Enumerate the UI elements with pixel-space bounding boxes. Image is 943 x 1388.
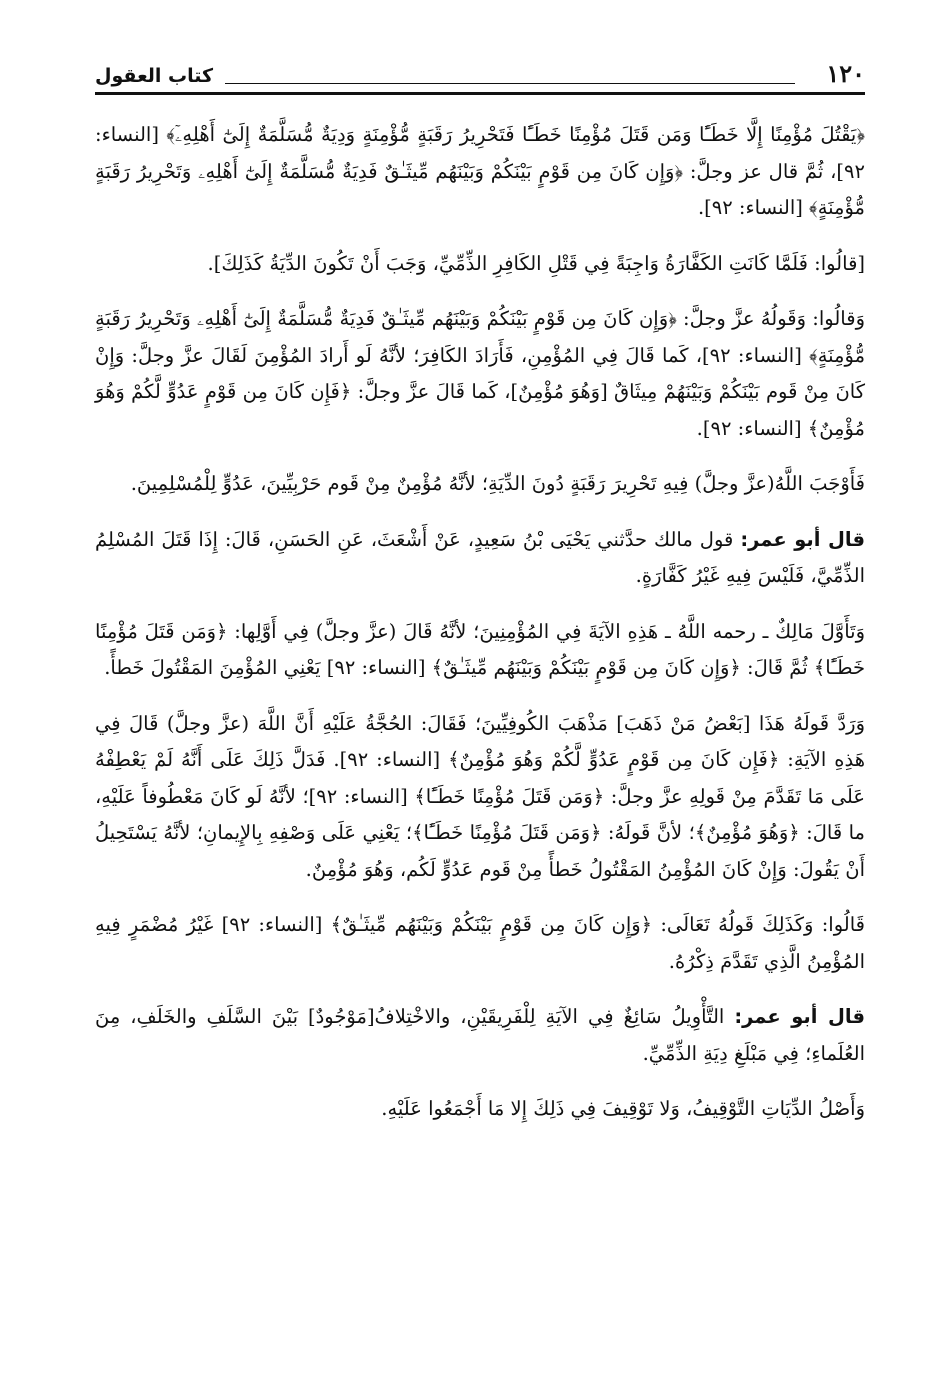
paragraph bbox=[95, 301, 865, 447]
running-header bbox=[95, 40, 865, 95]
paragraph bbox=[95, 999, 865, 1072]
paragraph-text: فَأَوْجَبَ اللَّهُ(عزَّ وجلَّ) فِيهِ تَحْرِيرَ رَقَبَةٍ دُونَ الدِّيَةِ؛ لأنَّهُ مُؤْمِنٌ مِنْ قَوم حَرْبِيِّينَ، عَدُوٍّ لِلْمُسْلِمِينَ. bbox=[130, 472, 865, 495]
paragraph-text: قَالُوا: وَكَذَلِكَ قَولُهُ تَعَالَى: ﴿وَإِن كَانَ مِن قَوْمٍ بَيْنَكُمْ وَبَيْنَهُم مِّيثَـٰقٌ﴾ [النساء: ٩٢] غَيْرُ مُضْمَرٍ فِيهِ المُؤْمِنُ الَّذِي تَقَدَّمَ ذِكْرُهُ. bbox=[95, 913, 865, 973]
speaker-label: قال أبو عمر: bbox=[740, 527, 865, 551]
paragraph bbox=[95, 907, 865, 980]
speaker-label: قال أبو عمر: bbox=[734, 1005, 865, 1028]
paragraph bbox=[95, 466, 865, 503]
paragraph-text: وَرَدَّ قَولَهُ هَذَا [بَعْضُ مَنْ ذَهَبَ] مَذْهَبَ الكُوفِيِّينَ؛ فَقَالَ: الحُجَّةُ عَلَيْهِ أَنَّ اللَّهَ (عزَّ وجلَّ) قَالَ فِي هَذِهِ الآيَةِ: ﴿فَإِن كَانَ مِن قَوْمٍ عَدُوٍّ لَّكُمْ وَهُوَ مُؤْمِنٌ﴾ [النساء: ٩٢]. فَدَلَّ ذَلِكَ عَلَى أَنَّهُ لَمْ يَعْطِفْهُ عَلَى مَا تَقَدَّمَ مِنْ قَولِهِ عزَّ وجلَّ: ﴿وَمَن قَتَلَ مُؤْمِنًا خَطَـًٔا﴾ [النساء: ٩٢]؛ لأنَّهُ لَو كَانَ مَعْطُوفاً عَلَيْهِ، ما قَالَ: ﴿وَهُوَ مُؤْمِنٌ﴾؛ لأنَّ قَولَهُ: ﴿وَمَن قَتَلَ مُؤْمِنًا خَطَـًٔا﴾؛ يَعْنِي عَلَى وَصْفِهِ بِالإِيمانِ؛ لأنَّهُ يَسْتَحِيلُ أَنْ يَقُولَ: وَإِنْ كَانَ المُؤْمِنُ المَقْتُولُ خَطأً مِنْ قَوم عَدُوٍّ لَكُم، وَهُوَ مُؤْمِنٌ. bbox=[95, 711, 865, 881]
paragraph-text: وَتَأَوَّلَ مَالِكٌ ـ رحمه اللَّهُ ـ هَذِهِ الآيَةَ فِي المُؤْمِنِينَ؛ لأنَّهُ قَالَ (عزَّ وجلَّ) فِي أَوَّلِها: ﴿وَمَن قَتَلَ مُؤْمِنًا خَطَـًٔا﴾ ثُمَّ قَالَ: ﴿وَإِن كَانَ مِن قَوْمٍ بَيْنَكُمْ وَبَيْنَهُم مِّيثَـٰقٌ﴾ [النساء: ٩٢] يَعْنِي المُؤْمِنَ المَقْتُولَ خَطأً. bbox=[95, 619, 865, 679]
paragraph-text: التَّأْوِيلُ سَائِغٌ فِي الآيَةِ لِلْفَرِيقَيْنِ، والاخْتِلافُ[مَوْجُودٌ] بَيْنَ السَّلَفِ والخَلَفِ، مِنَ العُلَماءِ؛ فِي مَبْلَغِ دِيَةِ الذِّمِّيِّ. bbox=[95, 1005, 865, 1065]
header-rule bbox=[225, 83, 795, 84]
page-body bbox=[95, 117, 865, 1128]
paragraph bbox=[95, 246, 865, 283]
paragraph-text: وَقالُوا: وَقَولُهُ عزَّ وجلَّ: ﴿وَإِن كَانَ مِن قَوْمٍ بَيْنَكُمْ وَبَيْنَهُم مِّيثَـٰقٌ فَدِيَةٌ مُّسَلَّمَةٌ إِلَىٰٓ أَهْلِهِۦ وَتَحْرِيرُ رَقَبَةٍ مُّؤْمِنَةٍ﴾ [النساء: ٩٢]، كَما قَالَ فِي المُؤْمِنِ، فَأَرَادَ الكَافِرَ؛ لأنَّهُ لَو أَرادَ المُؤْمِنَ لَقَالَ عزَّ وجلَّ: وَإِنْ كَانَ مِنْ قَوم بَيْنَكُمْ وَبَيْنَهُمْ مِيثَاقٌ [وَهُوَ مُؤْمِنٌ]، كَما قَالَ عزَّ وجلَّ: ﴿فَإِن كَانَ مِن قَوْمٍ عَدُوٍّ لَّكُمْ وَهُوَ مُؤْمِنٌ﴾ [النساء: ٩٢]. bbox=[95, 307, 866, 440]
paragraph-text: وَأَصْلُ الدِّيَاتِ التَّوْقِيفُ، وَلا تَوْقِيفَ فِي ذَلِكَ إِلا مَا أَجْمَعُوا عَلَيْهِ. bbox=[381, 1097, 865, 1120]
paragraph bbox=[95, 614, 865, 687]
paragraph bbox=[95, 522, 865, 595]
book-title: كتاب العقول bbox=[95, 65, 214, 87]
page-number: ١٢٠ bbox=[826, 59, 865, 88]
paragraph bbox=[95, 706, 865, 889]
paragraph-text: ﴿يَقْتُلَ مُؤْمِنًا إِلَّا خَطَـًٔا وَمَن قَتَلَ مُؤْمِنًا خَطَـًٔا فَتَحْرِيرُ رَقَبَةٍ مُّؤْمِنَةٍ وَدِيَةٌ مُّسَلَّمَةٌ إِلَىٰٓ أَهْلِهِۦٓ﴾ [النساء: ٩٢]، ثُمَّ قال عز وجلَّ: ﴿وَإِن كَانَ مِن قَوْمٍ بَيْنَكُمْ وَبَيْنَهُم مِّيثَـٰقٌ فَدِيَةٌ مُّسَلَّمَةٌ إِلَىٰٓ أَهْلِهِۦ وَتَحْرِيرُ رَقَبَةٍ مُّؤْمِنَةٍ﴾ [النساء: ٩٢]. bbox=[95, 123, 865, 219]
paragraph bbox=[95, 117, 865, 227]
paragraph-text: قول مالك حدَّثني يَحْيَى بْنُ سَعِيدٍ، عَنْ أَشْعَثَ، عَنِ الحَسَنِ، قَالَ: إِذَا قَتَلَ المُسْلِمُ الذِّمِّيَّ، فَلَيْسَ فِيهِ غَيْرُ كَفَّارَةٍ. bbox=[95, 527, 865, 587]
paragraph-text: [قالُوا: فَلَمَّا كَانَتِ الكَفَّارَةُ وَاجِبَةً فِي قَتْلِ الكَافِرِ الذِّمِّيِّ، وَجَبَ أَنْ تَكُونَ الدِّيَةُ كَذَلِكَ]. bbox=[207, 251, 865, 275]
paragraph bbox=[95, 1091, 865, 1128]
book-page bbox=[95, 40, 865, 1360]
